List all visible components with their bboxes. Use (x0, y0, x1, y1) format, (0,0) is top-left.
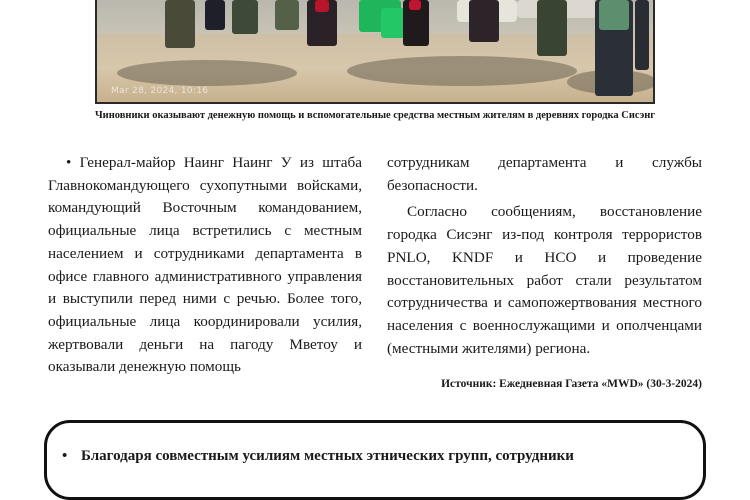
person-soldier (232, 0, 258, 34)
article-paragraph: • Генерал-майор Наинг Наинг У из штаба Главнокомандующего сухопутными войсками, командующий Восточным командованием, официальные лица встретились с местным населением и сотрудниками департамента в офисе главного административного управления и выступили перед ними с речью. Более того, официальные лица координировали усилия, жертвовали деньги на пагоду Мветоу и оказывали денежную помощь (48, 154, 362, 376)
red-item (409, 0, 421, 10)
bullet: • (62, 448, 68, 464)
ground-shadow (347, 56, 577, 86)
person-official (165, 0, 195, 48)
person (635, 0, 649, 70)
photo-caption: Чиновники оказывают денежную помощь и вспомогательные средства местным жителям в деревнях городка Сисэнг (94, 110, 656, 121)
source-line: Источник: Ежедневная Газета «MWD» (30-3-2024) (441, 378, 702, 390)
article-paragraph: сотрудникам департамента и службы безопасности. (387, 154, 702, 194)
person (205, 0, 225, 30)
person-soldier (275, 0, 299, 30)
news-photo (95, 0, 655, 104)
person-soldier (537, 0, 567, 56)
photo-timestamp: Mar 28, 2024, 10:16 (111, 86, 209, 96)
person-shirt (599, 0, 629, 30)
article-paragraph: Согласно сообщениям, восстановление городка Сисэнг из-под контроля террористов PNLO, KNDF и НСО и проведение восстановительных работ стали результатом сотрудничества и самопожертвования местного населения с военнослужащими и ополченцами (местными жителями) региона. (387, 203, 702, 357)
red-item (315, 0, 329, 12)
article-right-column (387, 152, 702, 360)
article-left-column (48, 152, 362, 379)
highlight-box-text (62, 448, 692, 465)
ground-shadow (117, 60, 297, 86)
highlight-text: Благодаря совместным усилиям местных этнических групп, сотрудники (81, 448, 574, 464)
person-villager (469, 0, 499, 42)
